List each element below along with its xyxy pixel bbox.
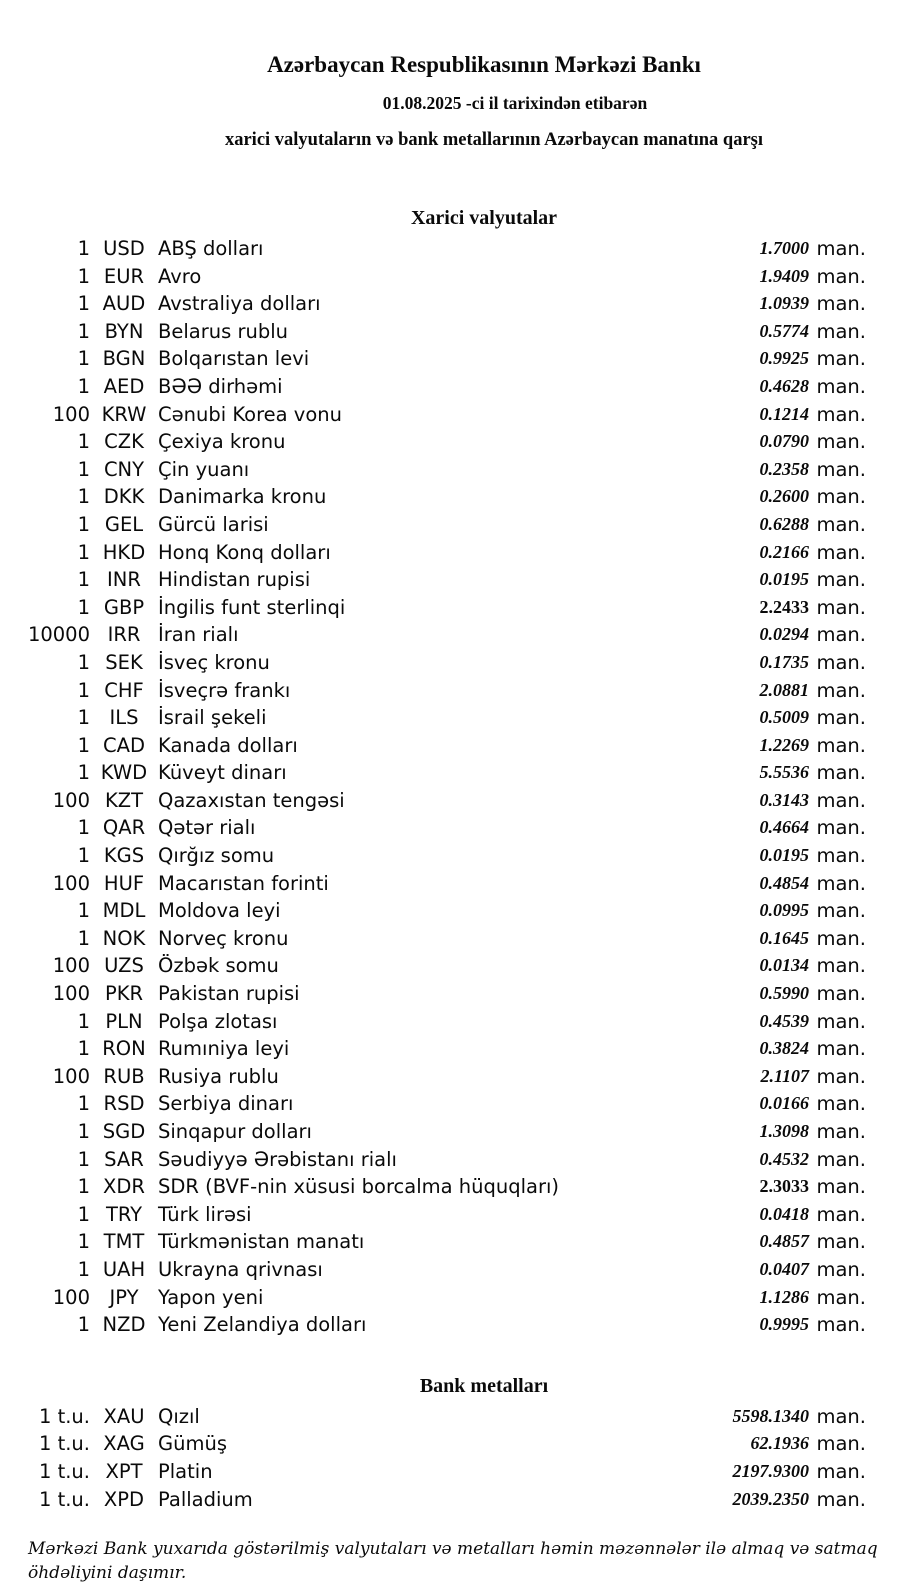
manat-unit-label: man.: [816, 595, 866, 619]
currency-quantity: 100: [52, 402, 90, 426]
currency-name: Bolqarıstan levi: [158, 347, 310, 371]
currency-row: [0, 925, 912, 953]
currency-code: AUD: [102, 292, 146, 316]
currency-row: [0, 290, 912, 318]
manat-unit-label: man.: [816, 1285, 866, 1309]
metal-rate-value: 2197.9300: [732, 1460, 809, 1481]
currency-rate-value: 2.1107: [760, 1065, 809, 1086]
currency-code: CHF: [104, 678, 144, 702]
subtitle: xarici valyutaların və bank metallarının Azərbaycan manatına qarşı: [224, 130, 764, 150]
manat-unit-label: man.: [816, 1487, 866, 1511]
currency-row: [0, 980, 912, 1008]
currency-code: SGD: [102, 1120, 146, 1143]
manat-unit-label: man.: [816, 899, 866, 923]
manat-unit-label: man.: [816, 237, 866, 260]
manat-unit-label: man.: [816, 374, 866, 398]
currency-code: RON: [102, 1037, 146, 1061]
manat-unit-label: man.: [816, 1064, 866, 1088]
metal-rate-value: 5598.1340: [732, 1405, 809, 1426]
currency-quantity: 1: [77, 1147, 90, 1171]
currency-quantity: 100: [52, 788, 90, 812]
currency-name: Danimarka kronu: [158, 485, 327, 509]
currency-quantity: 1: [77, 595, 90, 619]
currency-quantity: 1: [77, 374, 90, 398]
manat-unit-label: man.: [816, 871, 866, 895]
currency-name: Pakistan rupisi: [158, 982, 300, 1006]
currency-row: [0, 677, 912, 705]
currency-name: Küveyt dinarı: [158, 761, 287, 785]
currency-code: GBP: [103, 595, 145, 619]
currency-rate-value: 0.4857: [759, 1231, 809, 1252]
manat-unit-label: man.: [816, 568, 866, 592]
currency-quantity: 1: [77, 1175, 90, 1199]
currency-row: [0, 1284, 912, 1312]
currency-name: ABŞ dolları: [158, 237, 264, 260]
currency-row: [0, 539, 912, 567]
currency-rate-value: 0.0134: [759, 955, 809, 976]
currency-row: [0, 345, 912, 373]
currency-code: BYN: [104, 319, 144, 343]
currency-rate-value: 0.3143: [759, 789, 809, 810]
metal-name: Gümüş: [158, 1432, 227, 1456]
currency-rate-value: 0.4532: [759, 1148, 809, 1169]
currency-code: RSD: [103, 1092, 145, 1116]
currency-name: SDR (BVF-nin xüsusi borcalma hüquqları): [158, 1175, 560, 1199]
metal-name: Palladium: [158, 1487, 253, 1511]
currency-rate-value: 0.2166: [759, 541, 809, 562]
currency-code: KRW: [101, 402, 147, 426]
currency-row: [0, 1035, 912, 1063]
currency-code: USD: [103, 237, 145, 260]
currency-rate-value: 1.0939: [759, 293, 809, 314]
manat-unit-label: man.: [816, 1404, 866, 1428]
currency-quantity: 1: [77, 899, 90, 923]
currency-code: INR: [107, 568, 141, 592]
currency-row: [0, 759, 912, 787]
currency-name: Yeni Zelandiya dolları: [158, 1313, 367, 1337]
manat-unit-label: man.: [816, 319, 866, 343]
currency-name: Norveç kronu: [158, 926, 289, 950]
currency-row: [0, 373, 912, 401]
currency-name: Qazaxıstan tengəsi: [158, 788, 345, 812]
manat-unit-label: man.: [816, 1202, 866, 1226]
manat-unit-label: man.: [816, 844, 866, 868]
currency-row: [0, 814, 912, 842]
currency-row: [0, 1311, 912, 1339]
currency-quantity: 1: [77, 292, 90, 316]
currency-quantity: 1: [77, 844, 90, 868]
manat-unit-label: man.: [816, 347, 866, 371]
currency-name: Hindistan rupisi: [158, 568, 311, 592]
currency-row: [0, 235, 912, 263]
currency-name: Qətər rialı: [158, 816, 256, 840]
currency-quantity: 100: [52, 1285, 90, 1309]
currency-quantity: 1: [77, 319, 90, 343]
currency-rate-value: 0.0195: [759, 845, 809, 866]
metal-code: XPD: [103, 1487, 145, 1511]
metal-code: XAG: [103, 1432, 145, 1456]
manat-unit-label: man.: [816, 1120, 866, 1143]
currency-quantity: 100: [52, 982, 90, 1006]
currency-quantity: 1: [77, 1257, 90, 1281]
currency-quantity: 1: [77, 1092, 90, 1116]
currency-quantity: 1: [77, 761, 90, 785]
currency-rate-value: 1.9409: [759, 265, 809, 286]
currency-code: KZT: [104, 788, 144, 812]
currency-code: AED: [103, 374, 145, 398]
currency-code: IRR: [107, 623, 141, 647]
manat-unit-label: man.: [816, 761, 866, 785]
currency-rate-value: 0.0294: [759, 624, 809, 645]
currency-quantity: 1: [77, 568, 90, 592]
currency-rate-value: 0.0195: [759, 569, 809, 590]
currency-code: TRY: [105, 1202, 143, 1226]
currency-name: Serbiya dinarı: [158, 1092, 294, 1116]
currency-name: Çexiya kronu: [158, 430, 286, 454]
currency-code: PLN: [105, 1009, 143, 1033]
currency-name: İngilis funt sterlinqi: [158, 595, 346, 619]
currency-row: [0, 1090, 912, 1118]
currency-code: HKD: [102, 540, 146, 564]
effective-date-line: 01.08.2025 -ci il tarixindən etibarən: [382, 93, 648, 113]
manat-unit-label: man.: [816, 540, 866, 564]
currency-row: [0, 952, 912, 980]
manat-unit-label: man.: [816, 1147, 866, 1171]
currency-rate-value: 2.0881: [759, 679, 809, 700]
manat-unit-label: man.: [816, 706, 866, 730]
currency-rate-value: 5.5536: [759, 762, 809, 783]
currency-rate-value: 0.1735: [759, 651, 809, 672]
currency-row: [0, 1063, 912, 1091]
manat-unit-label: man.: [816, 430, 866, 454]
currency-quantity: 1: [77, 1037, 90, 1061]
manat-unit-label: man.: [816, 816, 866, 840]
currency-quantity: 1: [77, 1313, 90, 1337]
currency-quantity: 1: [77, 1230, 90, 1254]
currency-rate-value: 0.0166: [759, 1093, 809, 1114]
currency-rate-value: 0.4539: [759, 1010, 809, 1031]
currency-rate-value: 0.0418: [759, 1203, 809, 1224]
currency-row: [0, 732, 912, 760]
currency-rate-value: 0.0790: [759, 431, 809, 452]
metal-quantity: 1 t.u.: [38, 1432, 90, 1456]
manat-unit-label: man.: [816, 485, 866, 509]
fx-rates-list: [0, 235, 912, 1339]
currency-code: KWD: [100, 761, 148, 785]
currency-code: RUB: [103, 1064, 145, 1088]
currency-name: Gürcü larisi: [158, 512, 269, 536]
currency-row: [0, 1008, 912, 1036]
currency-rate-value: 0.0407: [759, 1258, 809, 1279]
manat-unit-label: man.: [816, 982, 866, 1006]
currency-rate-value: 0.5774: [759, 320, 809, 341]
currency-code: SEK: [105, 650, 143, 674]
manat-unit-label: man.: [816, 1313, 866, 1337]
currency-name: Avro: [158, 264, 202, 288]
metal-row: [0, 1403, 912, 1431]
currency-rate-value: 1.1286: [759, 1286, 809, 1307]
currency-rate-value: 0.5009: [759, 707, 809, 728]
currency-name: İsrail şekeli: [158, 706, 267, 730]
currency-row: [0, 704, 912, 732]
manat-unit-label: man.: [816, 954, 866, 978]
currency-name: Polşa zlotası: [158, 1009, 278, 1033]
currency-quantity: 1: [77, 430, 90, 454]
manat-unit-label: man.: [816, 733, 866, 757]
currency-name: Yapon yeni: [158, 1285, 264, 1309]
currency-rate-value: 1.7000: [759, 238, 809, 258]
currency-quantity: 1: [77, 512, 90, 536]
manat-unit-label: man.: [816, 1257, 866, 1281]
currency-rate-value: 0.5990: [759, 983, 809, 1004]
currency-row: [0, 566, 912, 594]
currency-row: [0, 870, 912, 898]
obligation-note: Mərkəzi Bank yuxarıda göstərilmiş valyutaları və metalları həmin məzənnələr ilə almaq və satmaq öhdəliyini daşımır.: [28, 1539, 878, 1584]
currency-code: KGS: [103, 844, 145, 868]
metal-row: [0, 1430, 912, 1458]
currency-quantity: 1: [77, 706, 90, 730]
metal-name: Qızıl: [158, 1404, 200, 1428]
manat-unit-label: man.: [816, 457, 866, 481]
currency-name: Moldova leyi: [158, 899, 281, 923]
currency-quantity: 1: [77, 237, 90, 260]
currency-row: [0, 483, 912, 511]
currency-name: Rusiya rublu: [158, 1064, 279, 1088]
manat-unit-label: man.: [816, 264, 866, 288]
currency-rate-value: 0.9995: [759, 1314, 809, 1335]
manat-unit-label: man.: [816, 1459, 866, 1483]
manat-unit-label: man.: [816, 926, 866, 950]
currency-name: Sinqapur dolları: [158, 1120, 312, 1143]
currency-code: NZD: [102, 1313, 146, 1337]
currency-quantity: 1: [77, 926, 90, 950]
currency-row: [0, 1256, 912, 1284]
currency-quantity: 1: [77, 1120, 90, 1143]
currency-code: EUR: [103, 264, 145, 288]
currency-quantity: 10000: [27, 623, 90, 647]
currency-rate-value: 0.4664: [759, 817, 809, 838]
currency-code: QAR: [102, 816, 146, 840]
metal-rate-value: 2039.2350: [732, 1488, 809, 1509]
currency-name: Kanada dolları: [158, 733, 298, 757]
currency-rate-value: 0.4854: [759, 872, 809, 893]
currency-code: NOK: [102, 926, 146, 950]
currency-rate-value: 0.1645: [759, 927, 809, 948]
currency-name: Belarus rublu: [158, 319, 289, 343]
currency-quantity: 1: [77, 678, 90, 702]
currency-name: Səudiyyə Ərəbistanı rialı: [158, 1147, 397, 1171]
currency-row: [0, 594, 912, 622]
currency-row: [0, 1228, 912, 1256]
currency-rate-value: 0.0995: [759, 900, 809, 921]
currency-quantity: 1: [77, 264, 90, 288]
currency-row: [0, 1201, 912, 1229]
currency-row: [0, 1146, 912, 1174]
currency-row: [0, 318, 912, 346]
manat-unit-label: man.: [816, 1009, 866, 1033]
currency-rate-value: 0.2358: [759, 458, 809, 479]
metal-code: XPT: [105, 1459, 143, 1483]
metals-rates-list: [0, 1403, 912, 1513]
currency-code: CZK: [104, 430, 144, 454]
currency-code: TMT: [103, 1230, 145, 1254]
currency-name: İran rialı: [158, 623, 239, 647]
currency-rate-value: 1.3098: [759, 1121, 809, 1141]
manat-unit-label: man.: [816, 1037, 866, 1061]
currency-rate-value: 2.3033: [759, 1176, 809, 1197]
currency-row: [0, 401, 912, 429]
currency-name: Özbək somu: [158, 954, 279, 978]
currency-code: CNY: [103, 457, 145, 481]
currency-name: İsveç kronu: [158, 650, 270, 674]
manat-unit-label: man.: [816, 623, 866, 647]
currency-quantity: 1: [77, 347, 90, 371]
currency-row: [0, 1118, 912, 1146]
currency-row: [0, 787, 912, 815]
currency-code: PKR: [104, 982, 144, 1006]
metal-quantity: 1 t.u.: [38, 1404, 90, 1428]
currency-name: BƏƏ dirhəmi: [158, 374, 283, 398]
currency-row: [0, 511, 912, 539]
manat-unit-label: man.: [816, 512, 866, 536]
currency-name: Rumıniya leyi: [158, 1037, 290, 1061]
metal-row: [0, 1486, 912, 1514]
metal-quantity: 1 t.u.: [38, 1459, 90, 1483]
currency-quantity: 100: [52, 871, 90, 895]
currency-quantity: 100: [52, 954, 90, 978]
currency-name: Avstraliya dolları: [158, 292, 321, 316]
currency-rate-value: 0.6288: [759, 513, 809, 534]
currency-row: [0, 1173, 912, 1201]
metal-quantity: 1 t.u.: [38, 1487, 90, 1511]
metals-section-heading: Bank metalları: [419, 1374, 549, 1397]
currency-quantity: 1: [77, 540, 90, 564]
currency-rate-value: 1.2269: [759, 734, 809, 755]
currency-name: Çin yuanı: [158, 457, 250, 481]
currency-name: Cənubi Korea vonu: [158, 402, 342, 426]
currency-quantity: 1: [77, 733, 90, 757]
currency-code: GEL: [104, 512, 144, 536]
manat-unit-label: man.: [816, 678, 866, 702]
currency-row: [0, 621, 912, 649]
metal-row: [0, 1458, 912, 1486]
currency-code: MDL: [102, 899, 146, 923]
currency-code: DKK: [103, 485, 145, 509]
currency-rate-value: 0.3824: [759, 1038, 809, 1059]
currency-name: Türk lirəsi: [158, 1202, 252, 1226]
currency-row: [0, 842, 912, 870]
currency-name: İsveçrə frankı: [158, 678, 291, 702]
currency-rate-value: 0.9925: [759, 348, 809, 369]
currency-code: UZS: [104, 954, 144, 978]
currency-row: [0, 428, 912, 456]
manat-unit-label: man.: [816, 1432, 866, 1456]
currency-code: ILS: [109, 706, 139, 730]
manat-unit-label: man.: [816, 650, 866, 674]
currency-quantity: 1: [77, 1202, 90, 1226]
currency-code: UAH: [102, 1257, 146, 1281]
currency-code: HUF: [103, 871, 145, 895]
currency-quantity: 1: [77, 1009, 90, 1033]
currency-code: JPY: [109, 1285, 139, 1309]
currency-quantity: 1: [77, 485, 90, 509]
currency-row: [0, 263, 912, 291]
currency-name: Honq Konq dolları: [158, 540, 331, 564]
metal-name: Platin: [158, 1459, 213, 1483]
currency-quantity: 1: [77, 457, 90, 481]
manat-unit-label: man.: [816, 292, 866, 316]
manat-unit-label: man.: [816, 1230, 866, 1254]
currency-name: Qırğız somu: [158, 844, 275, 868]
manat-unit-label: man.: [816, 402, 866, 426]
currency-quantity: 100: [52, 1064, 90, 1088]
currency-name: Ukrayna qrivnası: [158, 1257, 323, 1281]
manat-unit-label: man.: [816, 1092, 866, 1116]
currency-rate-value: 0.1214: [759, 403, 809, 424]
metal-code: XAU: [103, 1404, 145, 1428]
currency-name: Macarıstan forinti: [158, 871, 329, 895]
bank-title: Azərbaycan Respublikasının Mərkəzi Bankı: [267, 52, 701, 77]
currency-quantity: 1: [77, 650, 90, 674]
fx-section-heading: Xarici valyutalar: [410, 207, 558, 229]
metal-rate-value: 62.1936: [750, 1433, 809, 1454]
currency-code: XDR: [103, 1175, 145, 1199]
currency-row: [0, 897, 912, 925]
currency-rate-value: 0.4628: [759, 375, 809, 396]
currency-rate-value: 2.2433: [759, 596, 809, 617]
currency-name: Türkmənistan manatı: [158, 1230, 365, 1254]
currency-code: BGN: [102, 347, 146, 371]
currency-code: SAR: [104, 1147, 144, 1171]
currency-code: CAD: [103, 733, 145, 757]
currency-row: [0, 649, 912, 677]
currency-row: [0, 456, 912, 484]
currency-quantity: 1: [77, 816, 90, 840]
manat-unit-label: man.: [816, 1175, 866, 1199]
currency-rate-value: 0.2600: [759, 486, 809, 507]
manat-unit-label: man.: [816, 788, 866, 812]
